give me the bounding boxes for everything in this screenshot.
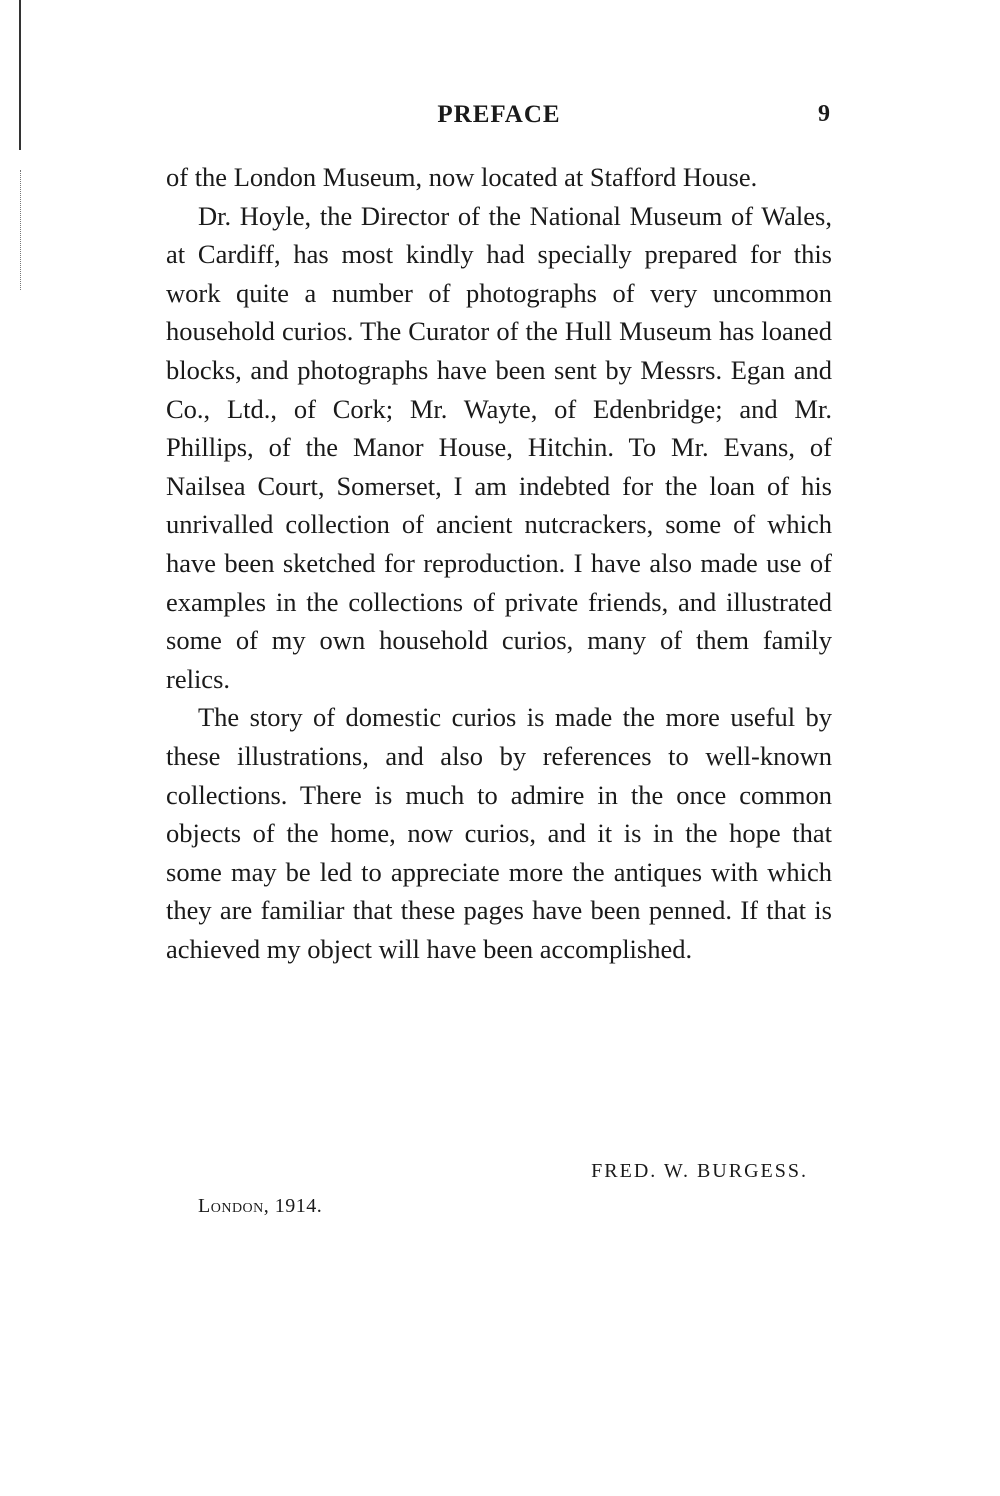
page-binding-marks: [20, 170, 22, 290]
place-date: London, 1914.: [198, 1195, 323, 1217]
paragraph-closing: The story of domestic curios is made the more useful by these illustrations, and also by references to well-known collections. There is much to admire in the once common objects of the home, now curios, and it is in the hope that some may be led to appreciate more the antiques with which they are familiar that these pages have been penned. If that is achieved my object will have been accomplished.: [166, 702, 832, 964]
author-signature: FRED. W. BURGESS.: [591, 1160, 808, 1182]
running-head: [166, 101, 832, 137]
page-number: 9: [818, 101, 830, 127]
paragraph-continuation: of the London Museum, now located at Stafford House.: [166, 162, 758, 192]
paragraph-acknowledgements: Dr. Hoyle, the Director of the National Museum of Wales, at Cardiff, has most kindly had specially prepared for this work quite a number of photographs of very uncommon household curios. The Curator of the Hull Museum has loaned blocks, and photographs have been sent by Messrs. Egan and Co., Ltd., of Cork; Mr. Wayte, of Edenbridge; and Mr. Phillips, of the Manor House, Hitchin. To Mr. Evans, of Nailsea Court, Somerset, I am indebted for the loan of his unrivalled collection of ancient nutcrackers, some of which have been sketched for reproduction. I have also made use of examples in the collections of private friends, and illustrated some of my own household curios, many of them family relics.: [166, 200, 832, 694]
running-title: PREFACE: [437, 101, 561, 128]
body-text: [166, 158, 832, 968]
page-binding-edge: [19, 0, 21, 150]
